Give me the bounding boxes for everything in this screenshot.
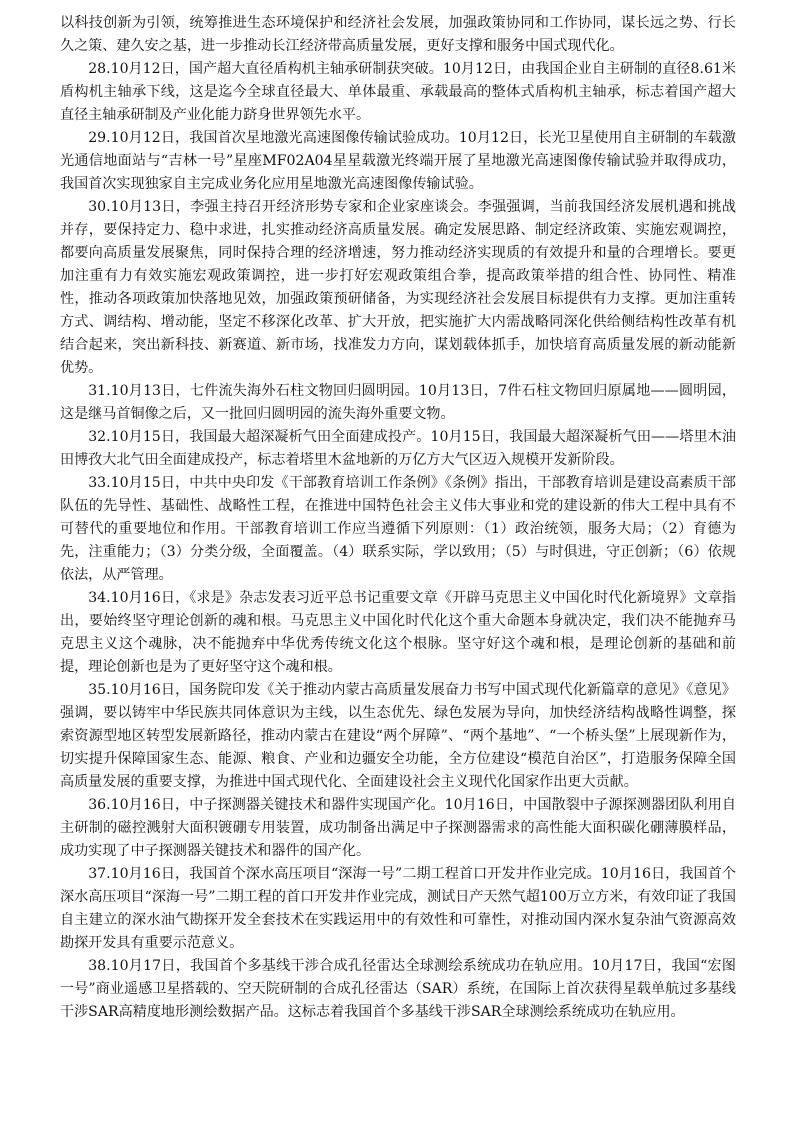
paragraph-item-30: 30.10月13日，李强主持召开经济形势专家和企业家座谈会。李强强调，当前我国经济发展机遇和挑战并存，要保持定力、稳中求进，扎实推动经济高质量发展。确定发展思路、制定经济政策、实施宏观调控，都要向高质量发展聚焦，同时保持合理的经济增速，努力推动经济实现质的有效提升和量的合理增长。要更加注重有力有效实施宏观政策调控，进一步打好宏观政策组合拳，提高政策举措的组合性、协同性、精准性，推动各项政策加快落地见效，加强政策预研储备，为实现经济社会发展目标提供有力支撑。更加注重转方式、调结构、增动能，坚定不移深化改革、扩大开放，把实施扩大内需战略同深化供给侧结构性改革有机结合起来，突出新科技、新赛道、新市场，找准发力方向，谋划载体抓手，加快培育高质量发展的新动能新优势。: [60, 199, 736, 376]
paragraph-item-32: 32.10月15日，我国最大超深凝析气田全面建成投产。10月15日，我国最大超深凝析气田——塔里木油田博孜大北气田全面建成投产，标志着塔里木盆地新的万亿方大气区迈入规模开发新阶段。: [60, 429, 736, 468]
paragraph-item-37: 37.10月16日，我国首个深水高压项目“深海一号”二期工程首口开发井作业完成。10月16日，我国首个深水高压项目“深海一号”二期工程的首口开发井作业完成，测试日产天然气超100万立方米，有效印证了我国自主建立的深水油气勘探开发全套技术在实践运用中的有效性和可靠性，对推动国内深水复杂油气资源高效勘探开发具有重要示范意义。: [60, 866, 736, 951]
paragraph-continuation: 以科技创新为引领，统筹推进生态环境保护和经济社会发展，加强政策协同和工作协同，谋长远之势、行长久之策、建久安之基，进一步推动长江经济带高质量发展，更好支撑和服务中国式现代化。: [60, 15, 736, 54]
document-page: [60, 12, 736, 1024]
paragraph-item-31: 31.10月13日，七件流失海外石柱文物回归圆明园。10月13日，7件石柱文物回归原属地——圆明园，这是继马首铜像之后，又一批回归圆明园的流失海外重要文物。: [60, 383, 736, 422]
paragraph-item-29: 29.10月12日，我国首次星地激光高速图像传输试验成功。10月12日，长光卫星使用自主研制的车载激光通信地面站与“吉林一号”星座MF02A04星星载激光终端开展了星地激光高速图像传输试验并取得成功，我国首次实现独家自主完成业务化应用星地激光高速图像传输试验。: [60, 130, 736, 192]
paragraph-item-34: 34.10月16日，《求是》杂志发表习近平总书记重要文章《开辟马克思主义中国化时代化新境界》文章指出，要始终坚守理论创新的魂和根。马克思主义中国化时代化这个重大命题本身就决定，我们决不能抛弃马克思主义这个魂脉，决不能抛弃中华优秀传统文化这个根脉。坚守好这个魂和根，是理论创新的基础和前提，理论创新也是为了更好坚守这个魂和根。: [60, 590, 736, 675]
paragraph-item-38: 38.10月17日，我国首个多基线干涉合成孔径雷达全球测绘系统成功在轨应用。10月17日，我国“宏图一号”商业遥感卫星搭载的、空天院研制的合成孔径雷达（SAR）系统，在国际上首次获得星载单航过多基线干涉SAR高精度地形测绘数据产品。这标志着我国首个多基线干涉SAR全球测绘系统成功在轨应用。: [60, 958, 736, 1020]
paragraph-item-36: 36.10月16日，中子探测器关键技术和器件实现国产化。10月16日，中国散裂中子源探测器团队利用自主研制的磁控溅射大面积镀硼专用装置，成功制备出满足中子探测器需求的高性能大面积碳化硼薄膜样品，成功实现了中子探测器关键技术和器件的国产化。: [60, 797, 736, 859]
paragraph-item-33: 33.10月15日，中共中央印发《干部教育培训工作条例》《条例》指出，干部教育培训是建设高素质干部队伍的先导性、基础性、战略性工程，在推进中国特色社会主义伟大事业和党的建设新的伟大工程中具有不可替代的重要地位和作用。干部教育培训工作应当遵循下列原则：（1）政治统领，服务大局；（2）育德为先，注重能力；（3）分类分级，全面覆盖。（4）联系实际，学以致用；（5）与时俱进，守正创新；（6）依规依法，从严管理。: [60, 475, 736, 583]
paragraph-item-28: 28.10月12日，国产超大直径盾构机主轴承研制获突破。10月12日，由我国企业自主研制的直径8.61米盾构机主轴承下线，这是迄今全球直径最大、单体最重、承载最高的整体式盾构机主轴承，标志着国产超大直径主轴承研制及产业化能力跻身世界领先水平。: [60, 61, 736, 123]
paragraph-item-35: 35.10月16日，国务院印发《关于推动内蒙古高质量发展奋力书写中国式现代化新篇章的意见》《意见》强调，要以铸牢中华民族共同体意识为主线，以生态优先、绿色发展为导向，加快经济结构战略性调整，探索资源型地区转型发展新路径，推动内蒙古在建设“两个屏障”、“两个基地”、“一个桥头堡”上展现新作为，切实提升保障国家生态、能源、粮食、产业和边疆安全功能，全方位建设“模范自治区”，打造服务保障全国高质量发展的重要支撑，为推进中国式现代化、全面建设社会主义现代化国家作出更大贡献。: [60, 682, 736, 790]
